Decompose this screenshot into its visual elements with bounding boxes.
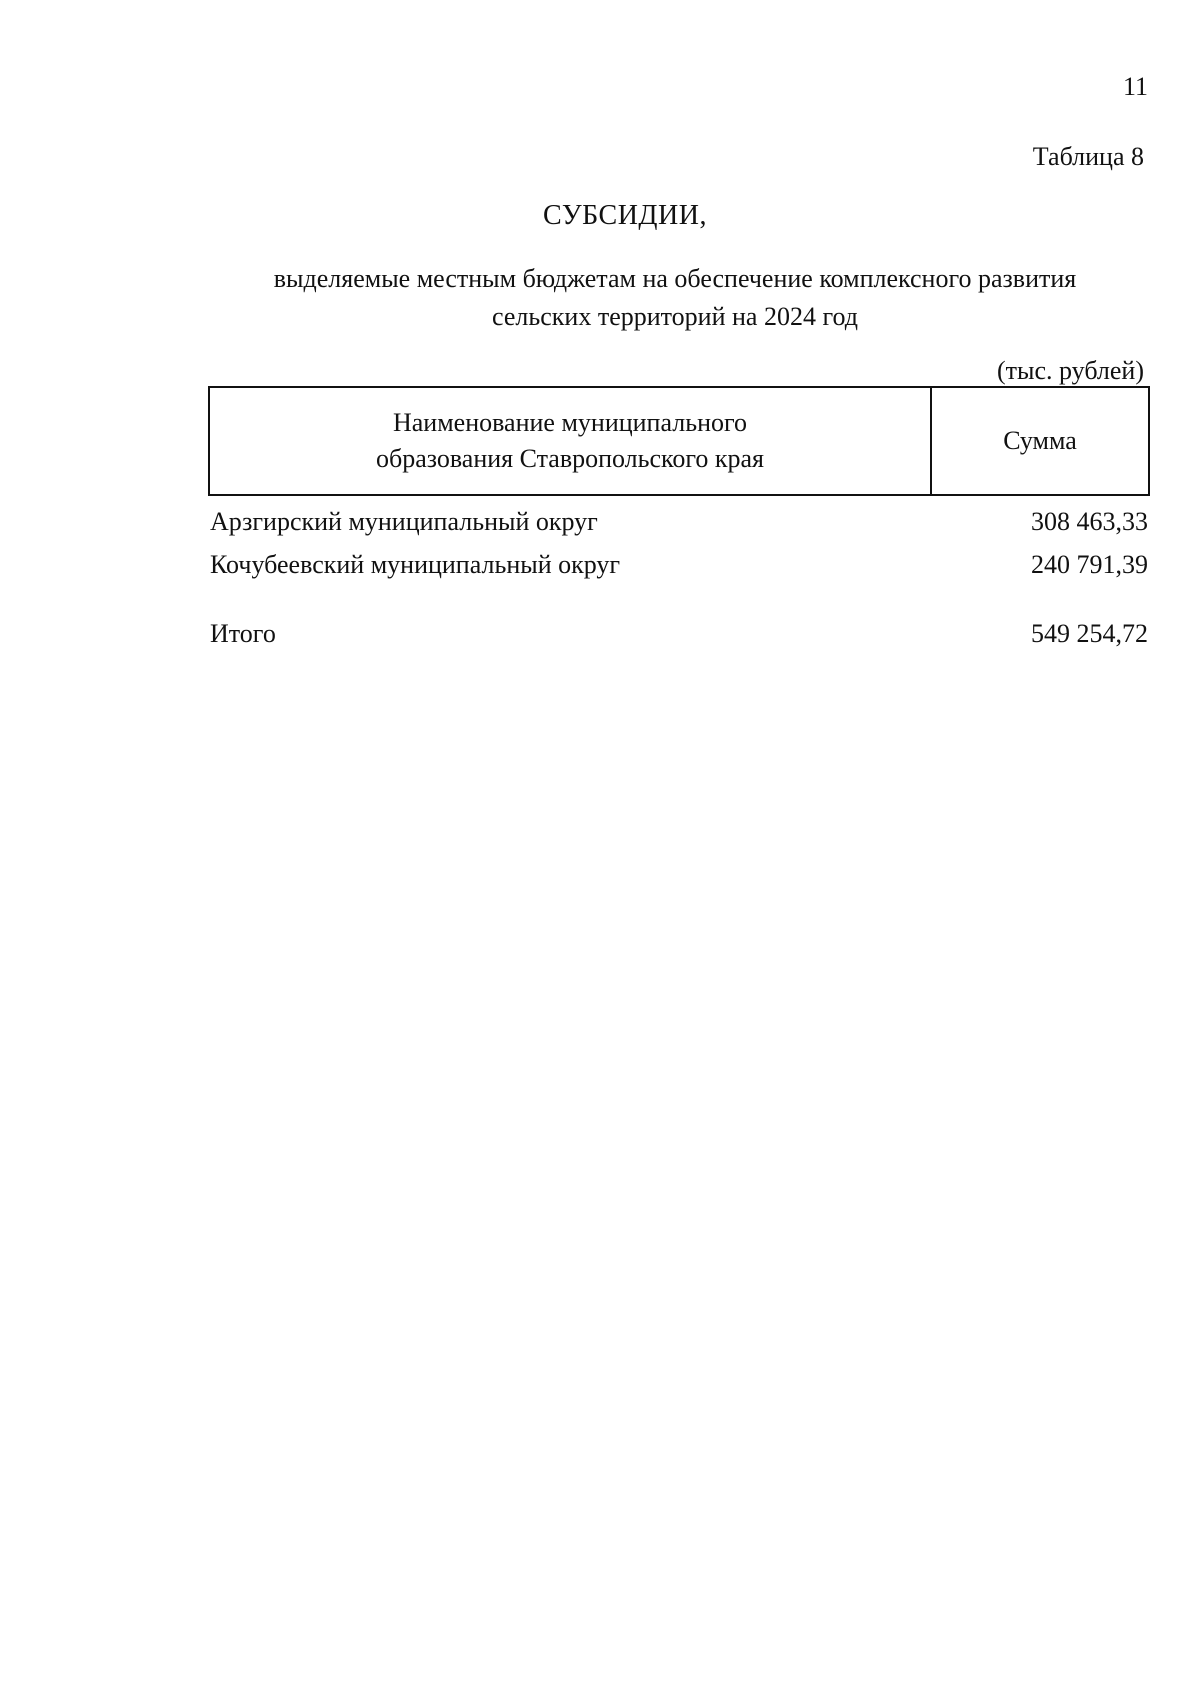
- document-title: СУБСИДИИ,: [543, 200, 707, 231]
- subtitle-line-2: сельских территорий на 2024 год: [492, 302, 858, 331]
- document-subtitle: [200, 260, 1150, 336]
- units-label: (тыс. рублей): [996, 356, 1144, 385]
- header-municipality-name: [210, 388, 932, 494]
- table-total-row: [210, 612, 1148, 655]
- header-name-line-2: образования Ставропольского края: [375, 444, 765, 473]
- table-body: [210, 500, 1148, 655]
- row-name: Кочубеевский муниципальный округ: [210, 549, 621, 579]
- row-name: Арзгирский муниципальный округ: [210, 506, 598, 536]
- table-row: [210, 500, 1148, 543]
- header-sum: Сумма: [1003, 426, 1077, 455]
- table-label: Таблица 8: [1032, 142, 1144, 171]
- table-row: [210, 543, 1148, 586]
- header-name-line-1: Наименование муниципального: [392, 408, 748, 437]
- row-amount: 308 463,33: [1031, 506, 1148, 536]
- page-number: 11: [1122, 72, 1148, 101]
- total-amount: 549 254,72: [1031, 618, 1148, 648]
- subtitle-line-1: выделяемые местным бюджетам на обеспечение комплексного развития: [273, 264, 1077, 293]
- row-amount: 240 791,39: [1031, 549, 1148, 579]
- table-header: [208, 386, 1150, 496]
- total-label: Итого: [210, 618, 276, 648]
